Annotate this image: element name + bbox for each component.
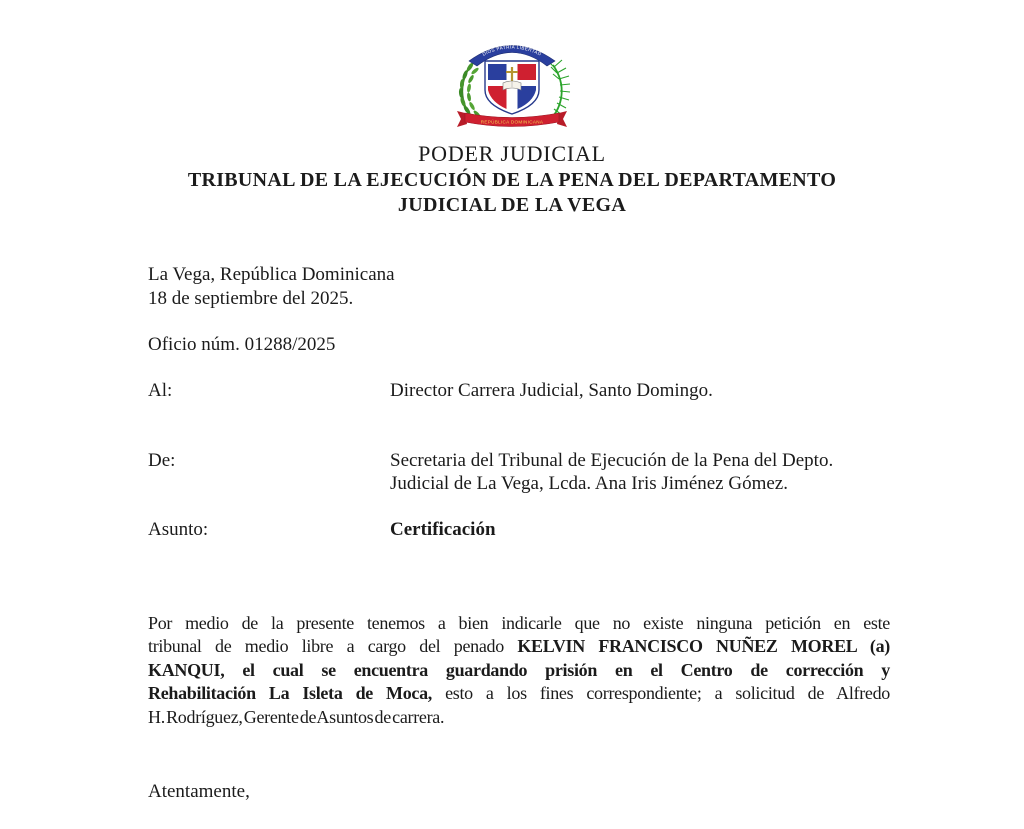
body-line-5: H. Rodríguez, Gerente de Asuntos de carrera. (148, 706, 445, 727)
subject-value: Certificación (390, 519, 496, 540)
date-line: 18 de septiembre del 2025. (148, 287, 354, 309)
field-to (148, 379, 713, 402)
body-line-1: Por medio de la presente tenemos a bien indicarle que no existe ninguna petición en este (148, 613, 890, 633)
body-line-3: KANQUI, el cual se encuentra guardando prisión en el Centro de corrección y (148, 659, 890, 680)
body-line-4-bold: Rehabilitación La Isleta de Moca, (148, 683, 433, 704)
subject-label: Asunto: (148, 519, 209, 540)
country-text: REPÚBLICA DOMINICANA (480, 119, 544, 125)
body-line-4 (148, 682, 890, 705)
body-line-2 (148, 635, 890, 658)
shield (485, 61, 539, 114)
place-line: La Vega, República Dominicana (148, 264, 395, 285)
oficio-number: Oficio núm. 01288/2025 (148, 334, 336, 355)
place-date-block (148, 263, 395, 310)
from-value-line2: Judicial de La Vega, Lcda. Ana Iris Jiménez Gómez. (390, 473, 788, 494)
field-from (148, 449, 833, 495)
letter-body (148, 612, 890, 729)
from-value-line1: Secretaria del Tribunal de Ejecución de la Pena del Depto. (390, 450, 834, 471)
body-line-4-regular: esto a los fines correspondiente; a solicitud de Alfredo (432, 683, 891, 704)
closing-salutation: Atentamente, (148, 781, 250, 802)
tribunal-name-line2: JUDICIAL DE LA VEGA (397, 194, 627, 216)
from-label: De: (148, 450, 176, 471)
from-value (390, 449, 833, 495)
to-label: Al: (148, 380, 173, 401)
motto-text: DIOS PATRIA LIBERTAD (481, 44, 543, 57)
body-line-2-regular: tribunal de medio libre a cargo del penado (148, 636, 518, 657)
body-line-2-bold: KELVIN FRANCISCO NUÑEZ MOREL (a) (517, 636, 890, 657)
tribunal-name-line1: TRIBUNAL DE LA EJECUCIÓN DE LA PENA DEL DEPARTAMENTO (187, 169, 837, 191)
palm-branch-icon (547, 60, 570, 122)
coat-of-arms (441, 27, 583, 137)
to-value: Director Carrera Judicial, Santo Domingo. (390, 380, 713, 401)
institution-title: PODER JUDICIAL (418, 141, 606, 166)
field-subject (148, 518, 496, 541)
